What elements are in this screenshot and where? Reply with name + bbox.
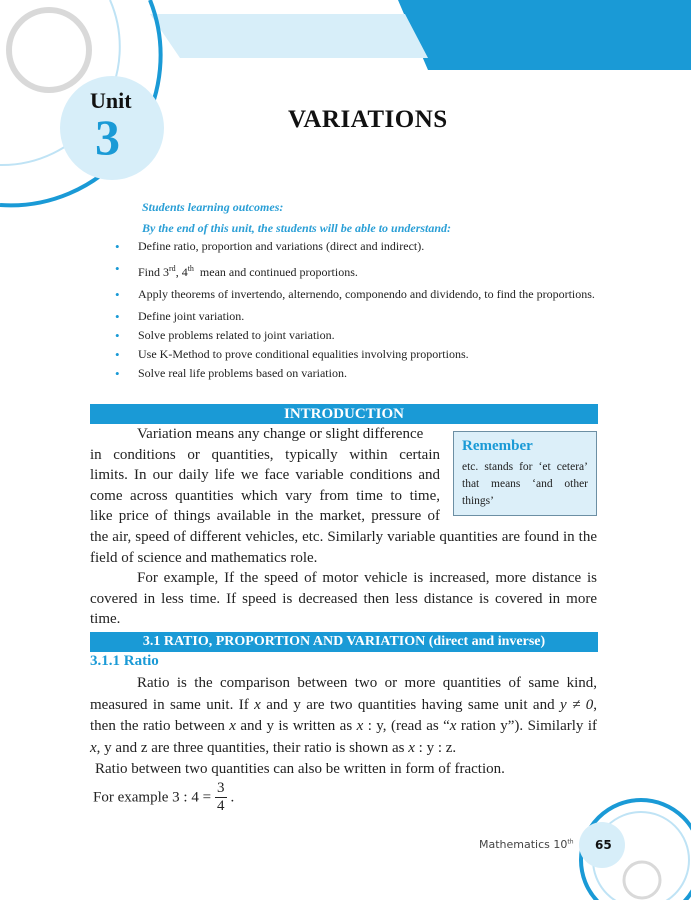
section-subheading: 3.1.1 Ratio xyxy=(90,653,159,669)
unit-label: Unit xyxy=(90,88,132,113)
intro-paragraph-rest: the air, speed of different vehicles, etc. Similarly variable quantities are found in the field of science and mathematics role. xyxy=(90,529,597,566)
top-banner-light xyxy=(150,14,428,58)
ratio-paragraph: Ratio is the comparison between two or more quantities of same kind, measured in same unit. If x and y are two quantities having same unit and y ≠ 0, then the ratio between x and y is written as x : y, (read as “x ration y”). Similarly if x, y and z are three quantities, their ratio is shown as x : y : z. xyxy=(90,675,597,756)
list-item: • Solve problems related to joint variation. xyxy=(115,327,597,344)
remember-body: etc. stands for ‘et cetera’ that means ‘and other things’ xyxy=(462,461,588,507)
list-item: • Apply theorems of invertendo, alternendo, componendo and dividendo, to find the proportions. xyxy=(115,286,597,303)
unit-number: 3 xyxy=(95,109,120,165)
footer-label: Mathematics 10th xyxy=(479,838,574,851)
introduction-band: INTRODUCTION xyxy=(90,404,598,424)
outcomes-heading: Students learning outcomes: xyxy=(142,200,284,214)
section-band: 3.1 RATIO, PROPORTION AND VARIATION (direct and inverse) xyxy=(90,632,598,652)
page-number: 65 xyxy=(595,838,612,852)
fraction-line: Ratio between two quantities can also be written in form of fraction. xyxy=(95,761,505,777)
list-item: • Find 3rd, 4th mean and continued proportions. xyxy=(115,260,597,281)
example-line: For example 3 : 4 = $\frac{3}{4}$ . xyxy=(93,780,235,814)
intro-paragraph-2: For example, If the speed of motor vehicle is increased, more distance is covered in less time. If speed is decreased then less distance is covered in more time. xyxy=(90,570,597,627)
remember-box xyxy=(453,431,597,516)
page-title: VARIATIONS xyxy=(288,106,448,133)
list-item: • Use K-Method to prove conditional equalities involving proportions. xyxy=(115,346,597,363)
decorative-ring xyxy=(9,10,89,90)
intro-paragraph-wrapped: Variation means any change or slight difference in conditions or quantities, typically within certain limits. In our daily life we face variable conditions and come across quantities which vary from time to time, like price of things available in the market, pressure of xyxy=(90,426,440,524)
fraction: $\frac{3}{4}$ xyxy=(217,780,225,814)
list-item: • Define joint variation. xyxy=(115,308,597,325)
list-item: • Solve real life problems based on variation. xyxy=(115,365,597,382)
outcomes-intro: By the end of this unit, the students will be able to understand: xyxy=(142,221,452,235)
list-item: • Define ratio, proportion and variations (direct and indirect). xyxy=(115,238,597,255)
outcomes-list xyxy=(115,238,597,384)
remember-heading: Remember xyxy=(462,438,533,454)
